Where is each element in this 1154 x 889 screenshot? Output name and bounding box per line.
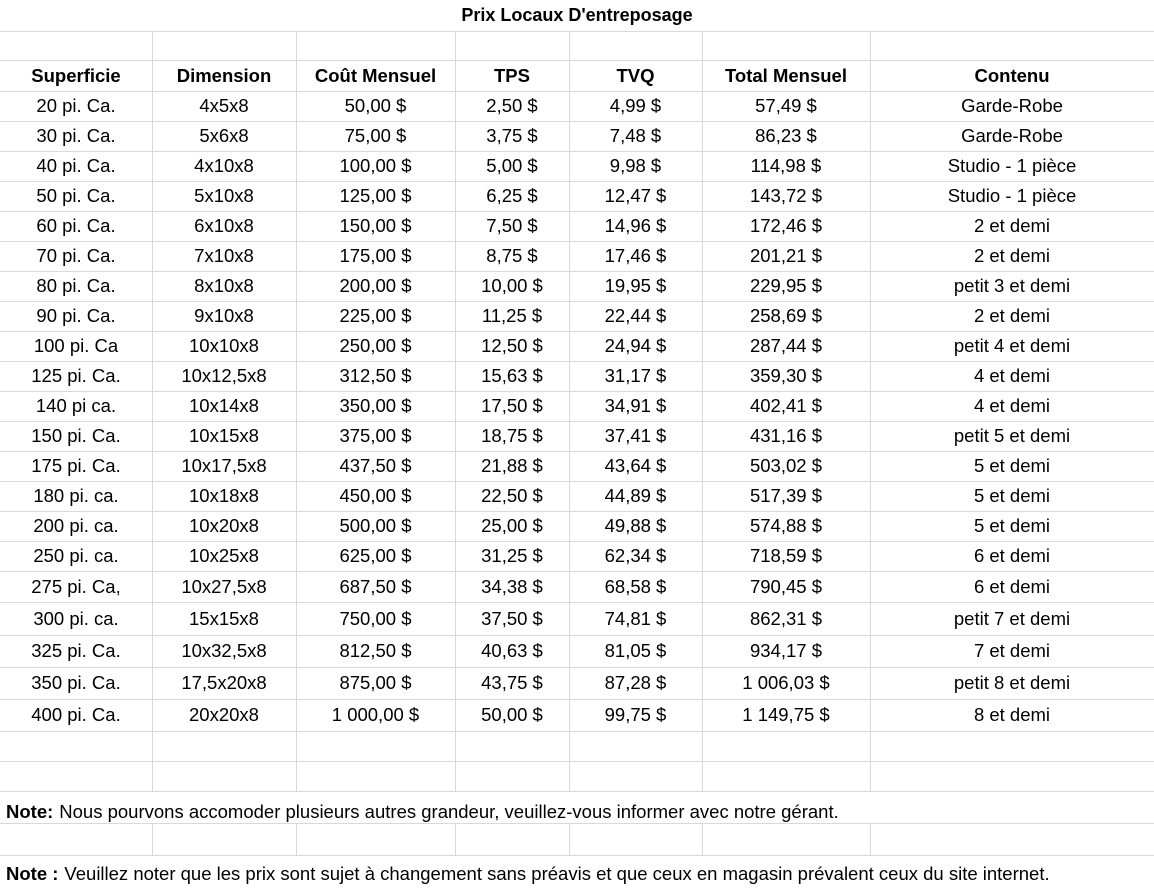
- cell-superficie: 80 pi. Ca.: [36, 275, 116, 296]
- cell-tps: 50,00 $: [481, 704, 543, 725]
- cell-contenu: Garde-Robe: [961, 125, 1063, 146]
- cell-tps: 7,50 $: [486, 215, 538, 236]
- cell-tvq: 31,17 $: [604, 365, 667, 386]
- cell-dimension: 9x10x8: [194, 305, 254, 326]
- cell-tps: 5,00 $: [486, 155, 538, 176]
- cell-tvq: 19,95 $: [604, 275, 667, 296]
- cell-tps: 8,75 $: [486, 245, 538, 266]
- cell-superficie: 200 pi. ca.: [33, 515, 119, 536]
- cell-contenu: 2 et demi: [973, 215, 1051, 236]
- cell-dimension: 6x10x8: [194, 215, 254, 236]
- cell-tps: 15,63 $: [481, 365, 543, 386]
- cell-total: 503,02 $: [749, 455, 822, 476]
- note-1: [6, 797, 839, 827]
- sheet-title: Prix Locaux D'entreposage: [461, 4, 693, 25]
- cell-contenu: petit 4 et demi: [953, 335, 1071, 356]
- cell-superficie: 175 pi. Ca.: [31, 455, 121, 476]
- cell-tps: 43,75 $: [481, 672, 543, 693]
- cell-total: 258,69 $: [749, 305, 822, 326]
- cell-tvq: 9,98 $: [609, 155, 662, 176]
- cell-cout: 50,00 $: [344, 95, 407, 116]
- cell-cout: 875,00 $: [339, 672, 412, 693]
- cell-dimension: 5x10x8: [194, 185, 254, 206]
- cell-cout: 1 000,00 $: [331, 704, 420, 725]
- header-tvq: TVQ: [616, 64, 655, 86]
- cell-cout: 812,50 $: [339, 640, 412, 661]
- note-1-text: Nous pourvons accomoder plusieurs autres grandeur, veuillez-vous informer avec notre gérant.: [59, 801, 839, 822]
- cell-total: 402,41 $: [749, 395, 822, 416]
- cell-tvq: 87,28 $: [604, 672, 667, 693]
- cell-dimension: 10x25x8: [189, 545, 259, 566]
- cell-contenu: petit 7 et demi: [953, 607, 1071, 629]
- cell-tvq: 74,81 $: [604, 607, 667, 629]
- cell-dimension: 7x10x8: [194, 245, 254, 266]
- cell-cout: 125,00 $: [339, 185, 412, 206]
- cell-contenu: 2 et demi: [973, 305, 1051, 326]
- cell-total: 517,39 $: [749, 485, 822, 506]
- cell-total: 1 149,75 $: [742, 704, 830, 725]
- cell-dimension: 10x15x8: [189, 425, 259, 446]
- cell-cout: 150,00 $: [339, 215, 412, 236]
- cell-cout: 625,00 $: [339, 545, 412, 566]
- cell-tvq: 43,64 $: [604, 455, 667, 476]
- cell-tvq: 99,75 $: [604, 704, 667, 725]
- header-cout: Coût Mensuel: [314, 64, 437, 86]
- cell-superficie: 30 pi. Ca.: [36, 125, 116, 146]
- grid-line-vertical: [296, 823, 297, 855]
- cell-cout: 100,00 $: [339, 155, 412, 176]
- cell-contenu: Studio - 1 pièce: [947, 185, 1077, 206]
- cell-superficie: 70 pi. Ca.: [36, 245, 116, 266]
- cell-contenu: 5 et demi: [973, 455, 1051, 476]
- cell-tvq: 14,96 $: [604, 215, 667, 236]
- cell-tvq: 22,44 $: [604, 305, 667, 326]
- cell-dimension: 10x17,5x8: [181, 455, 267, 476]
- cell-total: 1 006,03 $: [742, 672, 830, 693]
- cell-superficie: 275 pi. Ca,: [31, 575, 121, 597]
- cell-contenu: Garde-Robe: [961, 95, 1063, 116]
- cell-tvq: 49,88 $: [604, 515, 667, 536]
- grid-line-vertical: [569, 823, 570, 855]
- grid-line-vertical: [152, 823, 153, 855]
- cell-tps: 18,75 $: [481, 425, 543, 446]
- cell-tps: 10,00 $: [481, 275, 543, 296]
- cell-total: 229,95 $: [749, 275, 822, 296]
- cell-contenu: 2 et demi: [973, 245, 1051, 266]
- cell-total: 57,49 $: [755, 95, 817, 116]
- cell-superficie: 250 pi. ca.: [33, 545, 119, 566]
- cell-contenu: 6 et demi: [973, 545, 1051, 566]
- cell-total: 114,98 $: [750, 155, 822, 176]
- cell-tps: 17,50 $: [481, 395, 543, 416]
- cell-superficie: 325 pi. Ca.: [31, 640, 121, 661]
- note-2: [6, 859, 1050, 889]
- cell-tvq: 4,99 $: [609, 95, 662, 116]
- grid-line-horizontal: [0, 761, 1154, 762]
- cell-contenu: Studio - 1 pièce: [947, 155, 1077, 176]
- cell-total: 431,16 $: [749, 425, 822, 446]
- header-total: Total Mensuel: [725, 64, 847, 86]
- cell-total: 172,46 $: [749, 215, 822, 236]
- cell-contenu: 7 et demi: [973, 640, 1051, 661]
- cell-tvq: 7,48 $: [609, 125, 662, 146]
- cell-tvq: 12,47 $: [604, 185, 667, 206]
- grid-line-vertical: [870, 823, 871, 855]
- grid-line-vertical: [455, 823, 456, 855]
- cell-tvq: 17,46 $: [604, 245, 667, 266]
- cell-tvq: 37,41 $: [604, 425, 667, 446]
- cell-tvq: 81,05 $: [604, 640, 667, 661]
- grid-line-vertical: [702, 823, 703, 855]
- cell-tps: 31,25 $: [481, 545, 543, 566]
- cell-total: 287,44 $: [749, 335, 822, 356]
- cell-dimension: 10x20x8: [189, 515, 259, 536]
- cell-tps: 21,88 $: [481, 455, 543, 476]
- cell-cout: 75,00 $: [344, 125, 407, 146]
- cell-tvq: 44,89 $: [604, 485, 667, 506]
- header-tps: TPS: [494, 64, 530, 86]
- cell-contenu: 8 et demi: [973, 704, 1051, 725]
- cell-total: 574,88 $: [749, 515, 822, 536]
- cell-tps: 34,38 $: [481, 575, 543, 597]
- cell-tvq: 24,94 $: [604, 335, 667, 356]
- cell-cout: 312,50 $: [339, 365, 412, 386]
- grid-line-horizontal: [0, 791, 1154, 792]
- cell-tps: 40,63 $: [481, 640, 543, 661]
- cell-dimension: 10x32,5x8: [181, 640, 267, 661]
- grid-line-horizontal: [0, 31, 1154, 32]
- cell-cout: 175,00 $: [339, 245, 412, 266]
- cell-superficie: 180 pi. ca.: [33, 485, 119, 506]
- cell-superficie: 300 pi. ca.: [33, 607, 119, 629]
- cell-superficie: 40 pi. Ca.: [36, 155, 116, 176]
- cell-tvq: 62,34 $: [604, 545, 667, 566]
- cell-cout: 250,00 $: [339, 335, 412, 356]
- cell-dimension: 8x10x8: [194, 275, 254, 296]
- cell-contenu: 6 et demi: [973, 575, 1051, 597]
- cell-superficie: 350 pi. Ca.: [31, 672, 121, 693]
- cell-superficie: 90 pi. Ca.: [36, 305, 116, 326]
- cell-dimension: 15x15x8: [189, 607, 259, 629]
- cell-superficie: 400 pi. Ca.: [31, 704, 121, 725]
- cell-superficie: 150 pi. Ca.: [31, 425, 121, 446]
- cell-cout: 450,00 $: [339, 485, 412, 506]
- header-contenu: Contenu: [974, 64, 1050, 86]
- cell-contenu: petit 8 et demi: [953, 672, 1071, 693]
- cell-cout: 375,00 $: [339, 425, 412, 446]
- cell-tvq: 34,91 $: [604, 395, 667, 416]
- cell-dimension: 10x18x8: [189, 485, 259, 506]
- cell-dimension: 4x5x8: [199, 95, 249, 116]
- cell-dimension: 4x10x8: [194, 155, 254, 176]
- grid-line-horizontal: [0, 855, 1154, 856]
- cell-cout: 750,00 $: [339, 607, 412, 629]
- cell-tps: 11,25 $: [481, 305, 543, 326]
- cell-cout: 225,00 $: [339, 305, 412, 326]
- cell-cout: 500,00 $: [339, 515, 412, 536]
- note-2-text: Veuillez noter que les prix sont sujet à changement sans préavis et que ceux en magasin prévalent ceux du site internet.: [64, 863, 1050, 884]
- cell-total: 201,21 $: [749, 245, 822, 266]
- cell-tps: 3,75 $: [486, 125, 538, 146]
- cell-contenu: 5 et demi: [973, 515, 1051, 536]
- cell-tps: 6,25 $: [486, 185, 538, 206]
- cell-dimension: 10x14x8: [189, 395, 259, 416]
- cell-contenu: petit 5 et demi: [953, 425, 1071, 446]
- cell-tps: 12,50 $: [481, 335, 543, 356]
- cell-tps: 22,50 $: [481, 485, 543, 506]
- cell-superficie: 20 pi. Ca.: [36, 95, 116, 116]
- cell-tps: 25,00 $: [481, 515, 543, 536]
- cell-dimension: 10x27,5x8: [181, 575, 267, 597]
- cell-superficie: 140 pi ca.: [35, 395, 117, 416]
- cell-contenu: 5 et demi: [973, 485, 1051, 506]
- cell-dimension: 17,5x20x8: [181, 672, 267, 693]
- cell-cout: 437,50 $: [339, 455, 412, 476]
- note-2-label: Note :: [6, 863, 59, 884]
- cell-contenu: 4 et demi: [973, 365, 1051, 386]
- cell-total: 718,59 $: [749, 545, 822, 566]
- cell-contenu: 4 et demi: [973, 395, 1051, 416]
- cell-tvq: 68,58 $: [604, 575, 667, 597]
- cell-total: 143,72 $: [749, 185, 822, 206]
- grid-line-horizontal: [0, 731, 1154, 732]
- header-superficie: Superficie: [31, 64, 121, 86]
- cell-total: 934,17 $: [749, 640, 822, 661]
- cell-dimension: 10x12,5x8: [181, 365, 267, 386]
- cell-total: 862,31 $: [749, 607, 822, 629]
- cell-cout: 200,00 $: [339, 275, 412, 296]
- cell-cout: 350,00 $: [339, 395, 412, 416]
- header-dimension: Dimension: [176, 64, 272, 86]
- cell-cout: 687,50 $: [339, 575, 412, 597]
- cell-superficie: 60 pi. Ca.: [36, 215, 116, 236]
- cell-superficie: 50 pi. Ca.: [36, 185, 116, 206]
- cell-total: 86,23 $: [755, 125, 817, 146]
- cell-dimension: 10x10x8: [189, 335, 259, 356]
- cell-total: 790,45 $: [749, 575, 822, 597]
- cell-tps: 37,50 $: [481, 607, 543, 629]
- cell-total: 359,30 $: [749, 365, 822, 386]
- cell-tps: 2,50 $: [486, 95, 538, 116]
- cell-dimension: 20x20x8: [189, 704, 259, 725]
- cell-contenu: petit 3 et demi: [953, 275, 1071, 296]
- cell-superficie: 125 pi. Ca.: [31, 365, 121, 386]
- cell-superficie: 100 pi. Ca: [33, 335, 119, 356]
- cell-dimension: 5x6x8: [199, 125, 249, 146]
- note-1-label: Note:: [6, 801, 54, 822]
